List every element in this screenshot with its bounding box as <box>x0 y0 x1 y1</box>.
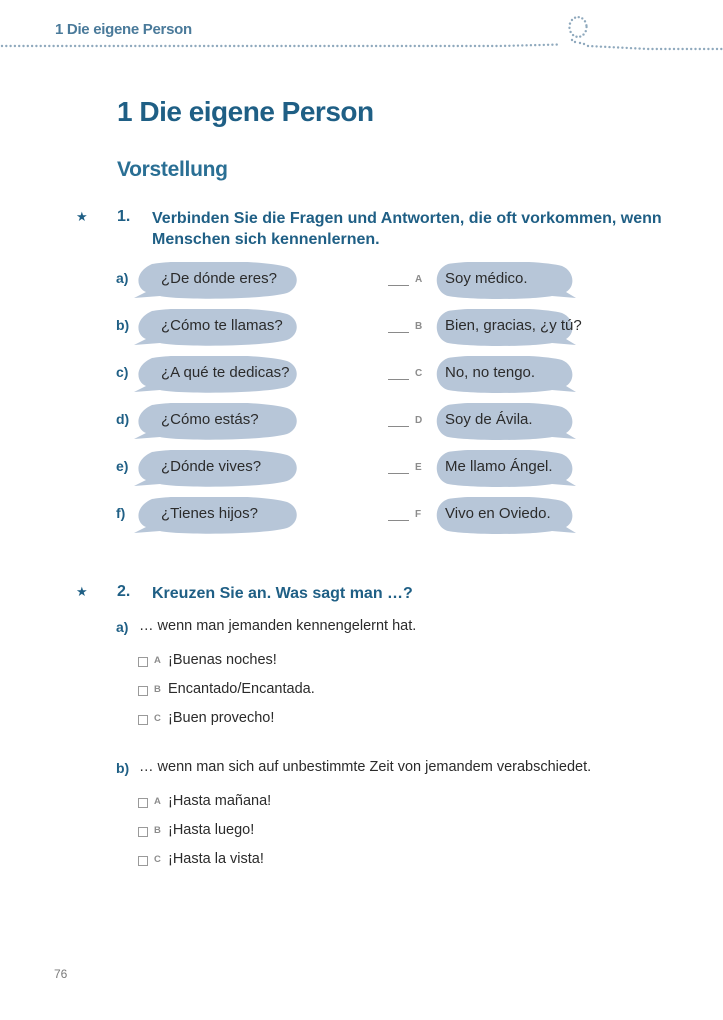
dot <box>720 48 722 50</box>
answer-letter: B <box>415 321 423 332</box>
dot <box>298 45 300 47</box>
question-label: c) <box>116 364 129 380</box>
dot <box>341 45 343 47</box>
dot <box>384 45 386 47</box>
dot <box>435 45 437 47</box>
answer-letter: F <box>415 509 422 520</box>
option-text: ¡Buen provecho! <box>168 710 275 726</box>
dot <box>690 48 692 50</box>
dot <box>5 45 7 47</box>
dot <box>336 45 338 47</box>
dot <box>100 45 102 47</box>
star-icon: ★ <box>76 584 88 599</box>
dot <box>699 48 701 50</box>
dot <box>617 46 619 48</box>
dot <box>57 45 59 47</box>
dot <box>285 45 287 47</box>
dot <box>621 47 623 49</box>
dot <box>328 45 330 47</box>
dot <box>647 48 649 50</box>
option-letter: C <box>154 854 161 865</box>
answer-blank[interactable] <box>388 332 409 333</box>
subquestion-label: a) <box>116 619 129 635</box>
dot <box>362 45 364 47</box>
dot <box>349 45 351 47</box>
dot <box>319 45 321 47</box>
dot <box>452 45 454 47</box>
dot <box>513 44 515 46</box>
subquestion-text: … wenn man jemanden kennengelernt hat. <box>139 618 417 634</box>
dot <box>669 48 671 50</box>
dot <box>579 42 581 44</box>
exercise-number: 2. <box>117 583 131 600</box>
question-label: f) <box>116 505 126 521</box>
dot <box>293 45 295 47</box>
dot <box>583 43 585 45</box>
dot <box>332 45 334 47</box>
dot <box>280 45 282 47</box>
dot <box>164 45 166 47</box>
dot <box>582 33 584 35</box>
question-bubble <box>132 450 298 486</box>
option-letter: B <box>154 825 161 836</box>
dot <box>95 45 97 47</box>
dot <box>686 48 688 50</box>
dot <box>414 45 416 47</box>
dot <box>302 45 304 47</box>
answer-bubble <box>430 403 576 439</box>
option-text: Encantado/Encantada. <box>168 681 315 697</box>
dot <box>575 36 577 38</box>
dot <box>160 45 162 47</box>
dot <box>134 45 136 47</box>
option-letter: A <box>154 796 161 807</box>
dot <box>74 45 76 47</box>
dot <box>371 45 373 47</box>
question-label: a) <box>116 270 129 286</box>
dot <box>716 48 718 50</box>
dot <box>224 45 226 47</box>
page-number: 76 <box>54 967 68 981</box>
dot <box>250 45 252 47</box>
dot <box>457 45 459 47</box>
question-text: ¿Cómo te llamas? <box>161 317 283 334</box>
dot <box>396 45 398 47</box>
dot <box>574 16 576 18</box>
dot <box>104 45 106 47</box>
dot <box>229 45 231 47</box>
question-label: b) <box>116 317 130 333</box>
checkbox[interactable] <box>138 798 148 808</box>
dot <box>263 45 265 47</box>
dot <box>600 45 602 47</box>
dot <box>638 47 640 49</box>
dot <box>9 45 11 47</box>
dot <box>83 45 85 47</box>
dot <box>199 45 201 47</box>
dot <box>143 45 145 47</box>
exercise-number: 1. <box>117 208 131 225</box>
chapter-title: 1 Die eigene Person <box>117 96 374 127</box>
answer-text: Me llamo Ángel. <box>445 458 553 475</box>
dot <box>660 48 662 50</box>
dot <box>585 30 587 32</box>
answer-blank[interactable] <box>388 426 409 427</box>
answer-letter: E <box>415 462 422 473</box>
dot <box>694 48 696 50</box>
dot <box>22 45 24 47</box>
dot <box>508 45 510 47</box>
dot <box>207 45 209 47</box>
dot <box>379 45 381 47</box>
answer-bubble <box>430 356 576 392</box>
dot <box>427 45 429 47</box>
dot <box>156 45 158 47</box>
dot <box>591 45 593 47</box>
dot <box>500 45 502 47</box>
dot <box>448 45 450 47</box>
dot <box>482 45 484 47</box>
answer-blank[interactable] <box>388 379 409 380</box>
dot <box>409 45 411 47</box>
dot <box>571 39 573 41</box>
question-bubble <box>132 262 298 298</box>
option-letter: A <box>154 655 161 666</box>
dot <box>186 45 188 47</box>
dot <box>91 45 93 47</box>
subquestion-label: b) <box>116 760 130 776</box>
dot <box>634 47 636 49</box>
dot <box>31 45 33 47</box>
dot <box>538 44 540 46</box>
dot <box>630 47 632 49</box>
dot <box>27 45 29 47</box>
dot <box>525 44 527 46</box>
dot <box>272 45 274 47</box>
option-text: ¡Buenas noches! <box>168 652 277 668</box>
section-title: Vorstellung <box>117 158 228 181</box>
dot <box>242 45 244 47</box>
dot <box>237 45 239 47</box>
dot <box>568 27 570 29</box>
dot <box>478 45 480 47</box>
answer-letter: C <box>415 368 423 379</box>
dot <box>375 45 377 47</box>
dot <box>401 45 403 47</box>
dot <box>323 45 325 47</box>
dot <box>530 44 532 46</box>
dot <box>1 45 3 47</box>
dot <box>358 45 360 47</box>
question-text: ¿Tienes hijos? <box>161 505 258 522</box>
dot <box>366 45 368 47</box>
dot <box>578 16 580 18</box>
answer-text: No, no tengo. <box>445 364 536 381</box>
dot <box>551 43 553 45</box>
answer-bubble <box>430 497 576 533</box>
dot <box>220 45 222 47</box>
dot <box>315 45 317 47</box>
answer-bubble <box>430 309 582 345</box>
dot <box>169 45 171 47</box>
dot <box>461 45 463 47</box>
dot <box>608 46 610 48</box>
dot <box>388 45 390 47</box>
question-text: ¿Cómo estás? <box>161 411 259 428</box>
dot <box>52 45 54 47</box>
answer-bubble <box>430 450 576 486</box>
dot <box>595 45 597 47</box>
answer-text: Vivo en Oviedo. <box>445 505 551 522</box>
dot <box>345 45 347 47</box>
dot <box>569 22 571 24</box>
dot <box>392 45 394 47</box>
dot <box>190 45 192 47</box>
dot <box>444 45 446 47</box>
dot <box>707 48 709 50</box>
option-text: ¡Hasta luego! <box>168 822 255 838</box>
dot <box>703 48 705 50</box>
question-label: d) <box>116 411 130 427</box>
dot <box>405 45 407 47</box>
dot <box>117 45 119 47</box>
dot <box>259 45 261 47</box>
dot <box>126 45 128 47</box>
dot <box>108 45 110 47</box>
dot <box>571 19 573 21</box>
dot <box>40 45 42 47</box>
dot <box>491 45 493 47</box>
checkbox[interactable] <box>138 657 148 667</box>
answer-blank[interactable] <box>388 285 409 286</box>
question-bubble <box>132 309 298 345</box>
dot <box>474 45 476 47</box>
dot <box>681 48 683 50</box>
dot <box>61 45 63 47</box>
question-bubble <box>132 497 298 533</box>
checkbox[interactable] <box>138 827 148 837</box>
dot <box>673 48 675 50</box>
dot <box>113 45 115 47</box>
answer-letter: A <box>415 274 423 285</box>
dot <box>203 45 205 47</box>
question-bubble <box>132 403 298 439</box>
dot <box>306 45 308 47</box>
dot <box>173 45 175 47</box>
dot <box>613 46 615 48</box>
dot <box>579 35 581 37</box>
dot <box>495 45 497 47</box>
question-label: e) <box>116 458 129 474</box>
dot <box>255 45 257 47</box>
dotted-line-decoration <box>0 0 723 60</box>
dot <box>439 45 441 47</box>
exercise-instruction: Kreuzen Sie an. Was sagt man …? <box>152 585 413 602</box>
dot <box>70 45 72 47</box>
checkbox[interactable] <box>138 686 148 696</box>
dot <box>310 45 312 47</box>
dot <box>181 45 183 47</box>
dot <box>194 45 196 47</box>
dot <box>216 45 218 47</box>
dot <box>14 45 16 47</box>
answer-blank[interactable] <box>388 520 409 521</box>
dot <box>78 45 80 47</box>
dot <box>584 20 586 22</box>
dot <box>147 45 149 47</box>
dot <box>289 45 291 47</box>
dot <box>431 45 433 47</box>
dot <box>521 44 523 46</box>
dot <box>418 45 420 47</box>
dot <box>626 47 628 49</box>
dot <box>504 45 506 47</box>
subquestion-text: … wenn man sich auf unbestimmte Zeit von jemandem verabschiedet. <box>139 759 592 775</box>
dot <box>517 44 519 46</box>
dot <box>246 45 248 47</box>
answer-blank[interactable] <box>388 473 409 474</box>
dot <box>87 45 89 47</box>
option-letter: B <box>154 684 161 695</box>
running-header-title: 1 Die eigene Person <box>55 21 192 38</box>
option-text: ¡Hasta mañana! <box>168 793 272 809</box>
answer-bubble <box>430 262 576 298</box>
dot <box>556 43 558 45</box>
dot <box>604 46 606 48</box>
dot <box>422 45 424 47</box>
dot <box>547 44 549 46</box>
star-icon: ★ <box>76 209 88 224</box>
dot <box>465 45 467 47</box>
dot <box>44 45 46 47</box>
dot <box>35 45 37 47</box>
dot <box>487 45 489 47</box>
answer-text: Soy médico. <box>445 270 528 287</box>
dot <box>572 34 574 36</box>
dot <box>151 45 153 47</box>
question-text: ¿Dónde vives? <box>161 458 262 475</box>
dot <box>48 45 50 47</box>
exercise-instruction: Verbinden Sie die Fragen und Antworten, die oft vorkommen, wenn Menschen sich kennenlernen. <box>152 210 662 248</box>
question-bubble <box>132 356 298 392</box>
dot <box>651 48 653 50</box>
dot <box>177 45 179 47</box>
dot <box>267 45 269 47</box>
dot <box>581 17 583 19</box>
question-text: ¿De dónde eres? <box>161 270 277 287</box>
dot <box>121 45 123 47</box>
option-text: ¡Hasta la vista! <box>168 851 264 867</box>
dot <box>65 45 67 47</box>
answer-letter: D <box>415 415 423 426</box>
dot <box>677 48 679 50</box>
dot <box>130 45 132 47</box>
answer-text: Soy de Ávila. <box>445 411 533 428</box>
dot <box>353 45 355 47</box>
dot <box>712 48 714 50</box>
dot <box>276 45 278 47</box>
option-letter: C <box>154 713 161 724</box>
dot <box>587 45 589 47</box>
checkbox[interactable] <box>138 715 148 725</box>
question-text: ¿A qué te dedicas? <box>161 364 290 381</box>
checkbox[interactable] <box>138 856 148 866</box>
dot <box>656 48 658 50</box>
dot <box>574 41 576 43</box>
dot <box>643 48 645 50</box>
dot <box>470 45 472 47</box>
answer-text: Bien, gracias, ¿y tú? <box>445 317 582 334</box>
dot <box>534 44 536 46</box>
dot <box>569 31 571 33</box>
dot <box>138 45 140 47</box>
dot <box>664 48 666 50</box>
dot <box>18 45 20 47</box>
dot <box>233 45 235 47</box>
dot <box>543 44 545 46</box>
dot <box>212 45 214 47</box>
dot <box>585 24 587 26</box>
